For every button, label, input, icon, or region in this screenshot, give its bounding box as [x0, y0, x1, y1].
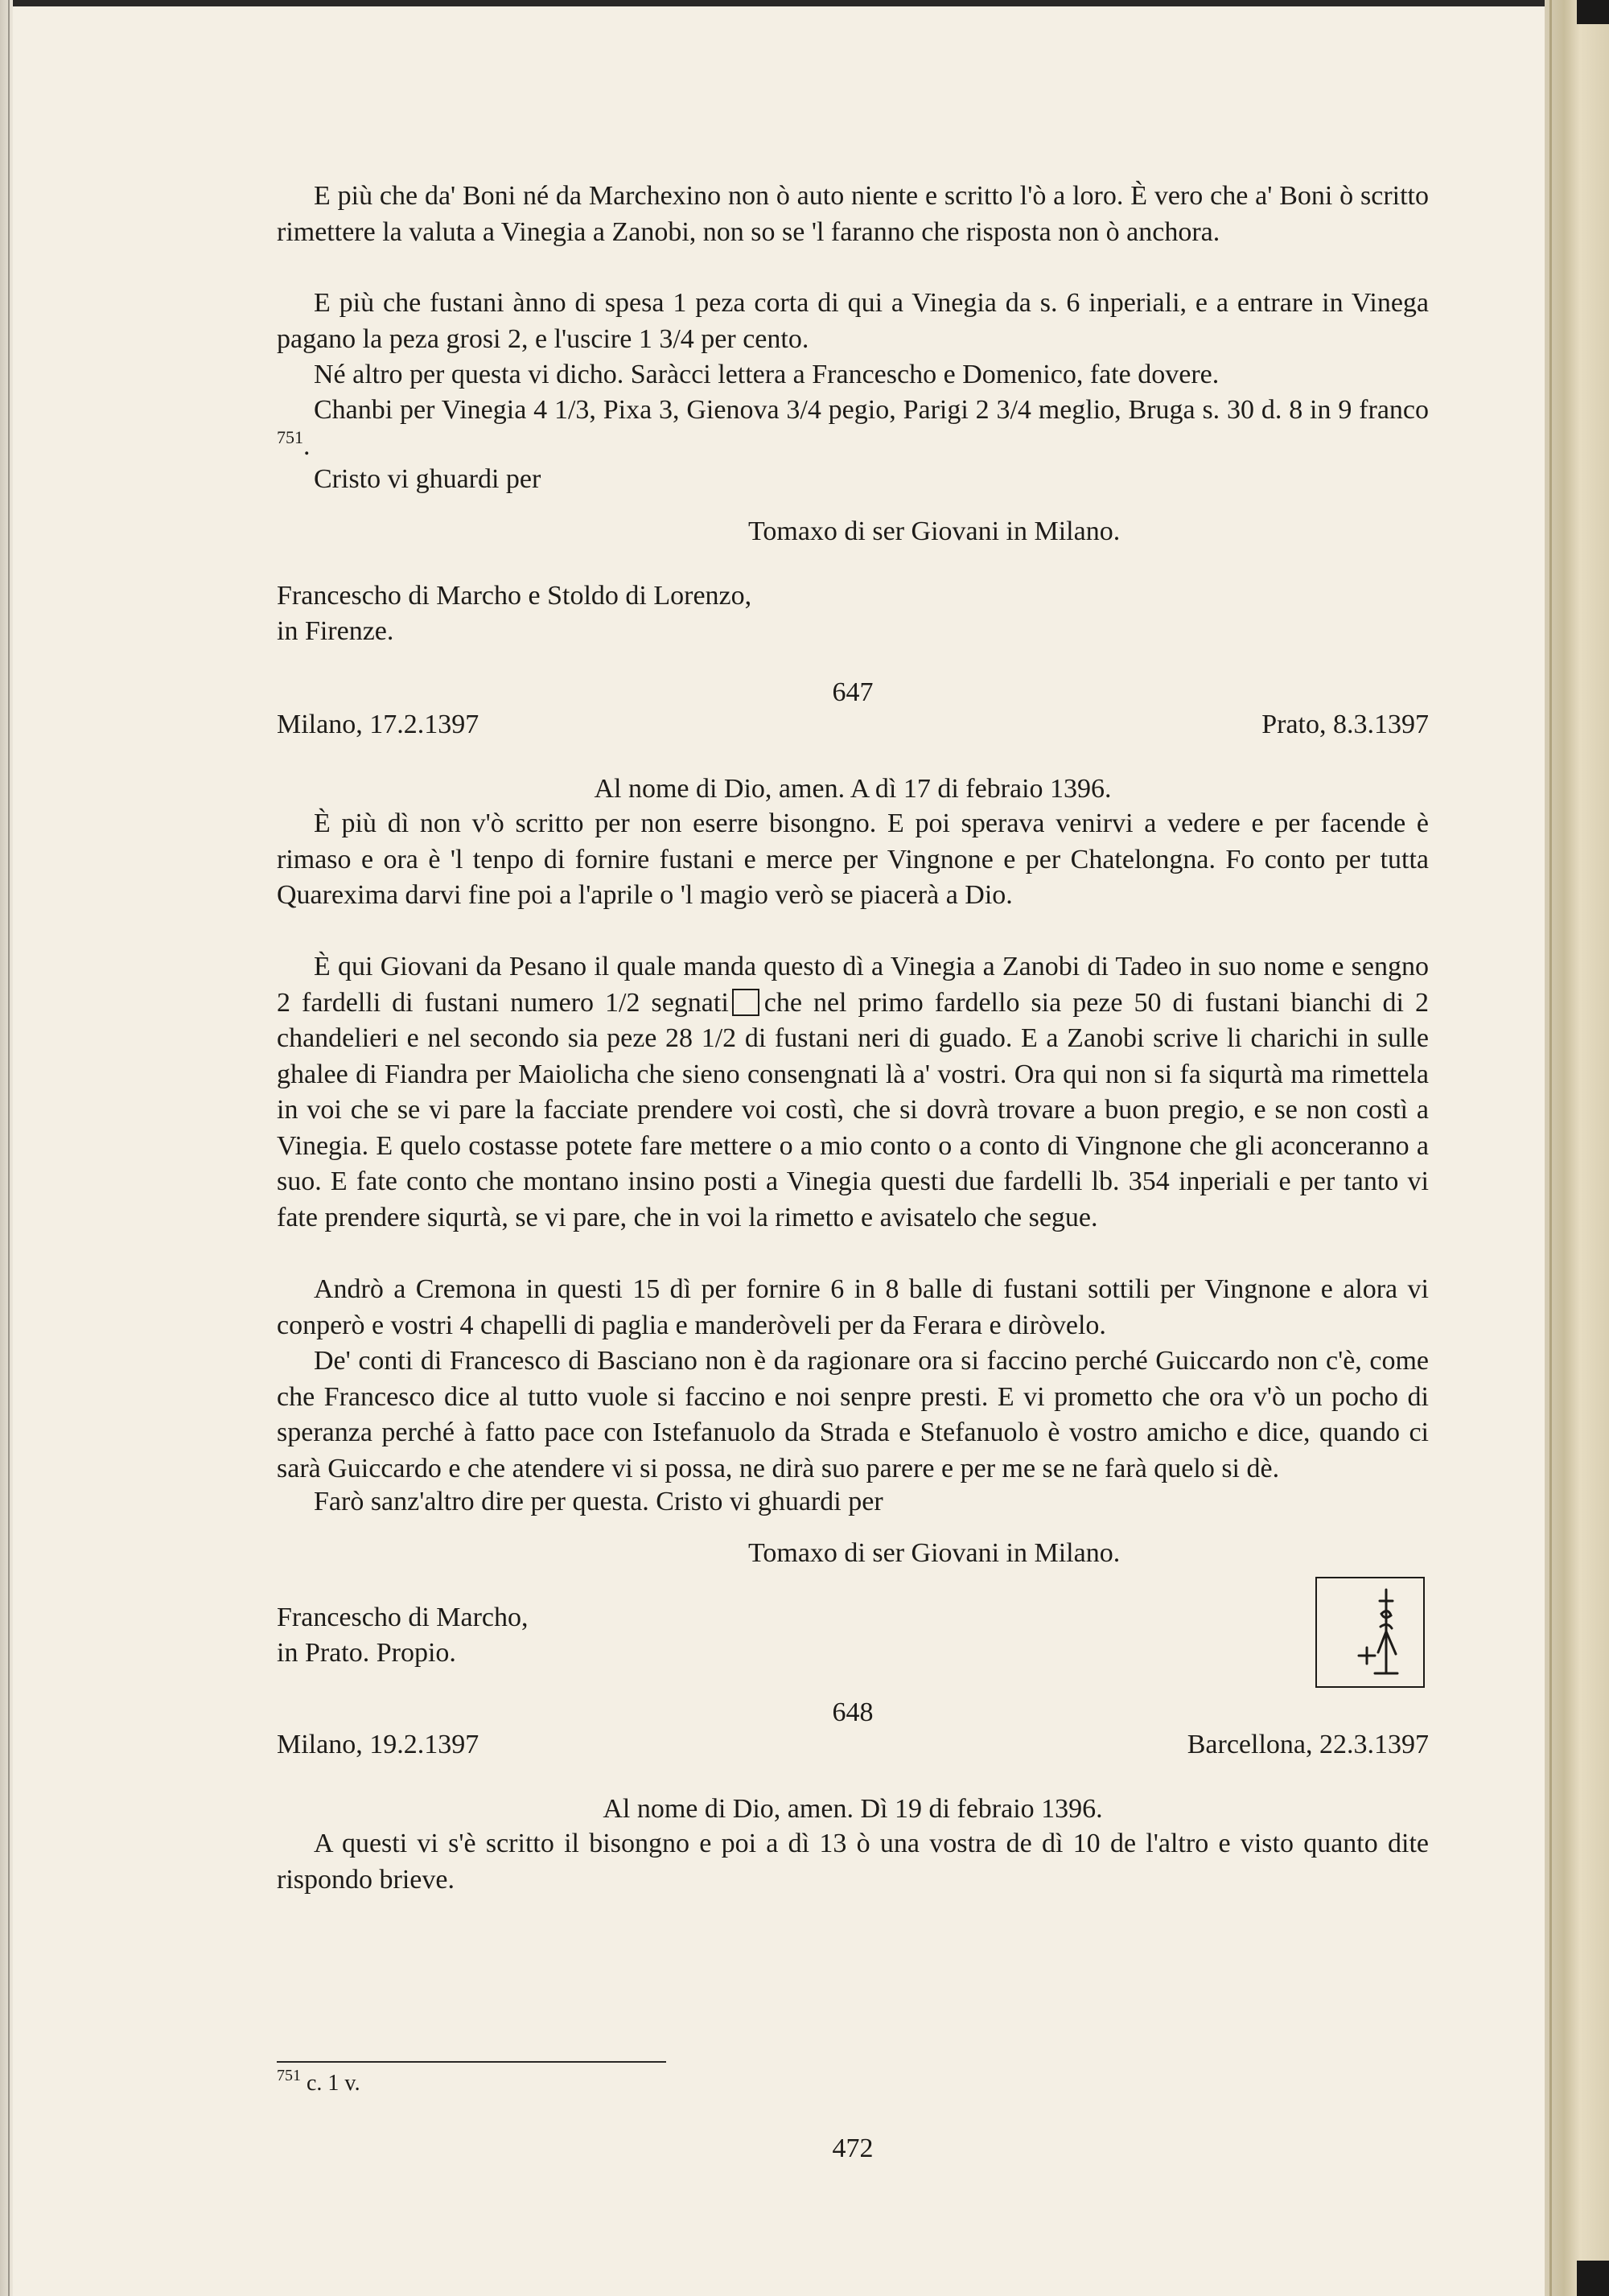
addressee: Francescho di Marcho, — [277, 1603, 529, 1632]
paragraph: A questi vi s'è scritto il bisongno e poi a dì 13 ò una vostra de dì 10 de l'altro e visto quanto dite rispondo brieve. — [277, 1829, 1429, 1895]
footnote-number: 751 — [277, 2067, 301, 2084]
merchant-mark-symbol — [732, 989, 759, 1016]
letter-number: 647 — [832, 677, 874, 707]
footnote — [277, 2067, 360, 2096]
addressee: in Firenze. — [277, 616, 394, 646]
letter-origin: Milano, 17.2.1397 — [277, 710, 479, 739]
paragraph — [277, 949, 1429, 1236]
paragraph — [277, 393, 1429, 464]
invocation: Al nome di Dio, amen. Dì 19 di febraio 1396. — [603, 1794, 1103, 1824]
paragraph-text: che nel primo fardello sia peze 50 di fustani bianchi di 2 chandelieri e nel secondo sia peze 28 1/2 di fustani neri di guado. E a Zanobi scrive li charichi in sulle ghalee di Fiandra per Maiolicha che sieno consengnati là a' vostri. Ora qui non si fa siqurtà ma rimettela in voi che se vi pare la facciate prendere voi costì, che si dovrà trovare a buon pregio, e se non costì a Vinegia. E quelo costasse potete fare mettere o a mio conto o a conto di Vingnone che gli aconceranno a suo. E fate conto che montano insino posti a Vinegia questi due fardelli lb. 354 inperiali e per tanto vi fate prendere siqurtà, se vi pare, che in voi la rimetto e avisatelo che segue. — [277, 987, 1429, 1232]
scan-corner — [1577, 2261, 1609, 2296]
letter-destination: Barcellona, 22.3.1397 — [1187, 1730, 1429, 1759]
merchant-mark — [1315, 1577, 1425, 1688]
page-number: 472 — [832, 2133, 874, 2163]
paragraph: E più che fustani ànno di spesa 1 peza corta di qui a Vinegia da s. 6 inperiali, e a entrare in Vinega pagano la peza grosi 2, e l'uscire 1 3/4 per cento. — [277, 288, 1429, 354]
letter-destination: Prato, 8.3.1397 — [1261, 710, 1429, 739]
letter-origin: Milano, 19.2.1397 — [277, 1730, 479, 1759]
paragraph: È più dì non v'ò scritto per non eserre bisongno. E poi sperava venirvi a vedere e per facende è rimaso e ora è 'l tenpo di fornire fustani e merce per Vingnone e per Chatelongna. Fo conto per tutta Quarexima darvi fine poi a l'aprile o 'l magio verò se piacerà a Dio. — [277, 809, 1429, 910]
footnote-rule — [277, 2061, 666, 2063]
paragraph: Andrò a Cremona in questi 15 dì per fornire 6 in 8 balle di fustani sottili per Vingnone e alora vi conperò e vostri 4 chapelli di paglia e manderòveli per da Ferara e diròvelo. — [277, 1274, 1429, 1340]
signature: Tomaxo di ser Giovani in Milano. — [748, 516, 1121, 546]
paragraph-text: Chanbi per Vinegia 4 1/3, Pixa 3, Gienova 3/4 pegio, Parigi 2 3/4 meglio, Bruga s. 30 d. 8 in 9 franco — [314, 395, 1429, 425]
scan-left-edge — [0, 0, 13, 2296]
paragraph-text: . — [303, 430, 311, 461]
footnote-text: c. 1 v. — [307, 2071, 360, 2096]
merchant-mark-icon — [1317, 1578, 1422, 1685]
scan-top-edge — [0, 0, 1545, 6]
letter-number: 648 — [832, 1697, 874, 1727]
paragraph: E più che da' Boni né da Marchexino non ò auto niente e scritto l'ò a loro. È vero che a' Boni ò scritto rimettere la valuta a Vinegia a Zanobi, non so se 'l faranno che risposta non ò anchora. — [277, 181, 1429, 247]
paragraph-text: È qui Giovani da Pesano il quale manda questo dì a Vinegia a Zanobi di Tadeo in suo nome e sengno 2 fardelli di fustani numero 1/2 segnati — [277, 952, 1429, 1018]
closing-formula: Farò sanz'altro dire per questa. Cristo vi ghuardi per — [314, 1487, 883, 1516]
footnote-ref: 751 — [277, 426, 303, 447]
addressee: Francescho di Marcho e Stoldo di Lorenzo, — [277, 581, 752, 611]
signature: Tomaxo di ser Giovani in Milano. — [748, 1538, 1121, 1568]
invocation: Al nome di Dio, amen. A dì 17 di febraio 1396. — [594, 774, 1112, 804]
book-page-edges — [1545, 0, 1609, 2296]
addressee: in Prato. Propio. — [277, 1638, 456, 1668]
scan-edge-line — [8, 0, 10, 2296]
scan-corner — [1577, 0, 1609, 24]
closing-formula: Cristo vi ghuardi per — [314, 464, 541, 494]
paragraph: Né altro per questa vi dicho. Saràcci lettera a Francescho e Domenico, fate dovere. — [314, 360, 1220, 389]
paragraph: De' conti di Francesco di Basciano non è da ragionare ora si faccino perché Guiccardo non c'è, come che Francesco dice al tutto vuole si faccino e noi senpre presti. E vi prometto che ora v'ò un pocho di speranza perché à fatto pace con Istefanuolo da Strada e Stefanuolo è vostro amicho e dice, quando ci sarà Guiccardo e che atendere vi si possa, ne dirà suo parere e per me se ne farà quelo si dè. — [277, 1346, 1429, 1483]
